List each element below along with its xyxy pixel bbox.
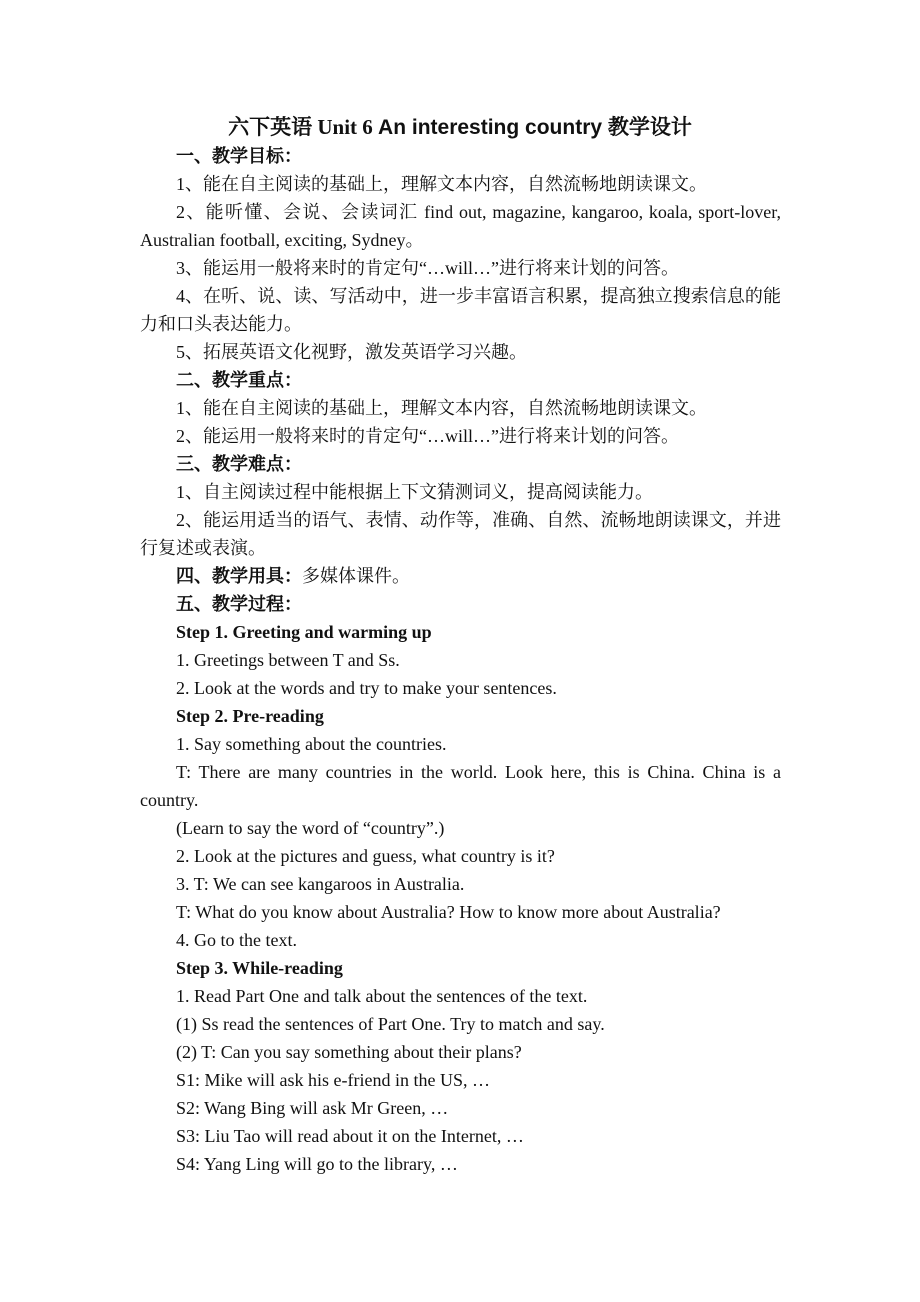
step3-title: Step 3. While-reading xyxy=(176,958,343,978)
goals-heading: 一、教学目标： xyxy=(176,146,302,166)
tools-text: 多媒体课件。 xyxy=(302,566,410,586)
step2-line: 1. Say something about the countries. xyxy=(176,734,447,754)
step2-line: T: There are many countries in the world. Look here, this is China. China is a country. xyxy=(140,762,781,810)
tools-line xyxy=(140,562,781,590)
difficulty-item: 1、自主阅读过程中能根据上下文猜测词义，提高阅读能力。 xyxy=(176,482,653,502)
title-prefix: 六下英语 xyxy=(228,115,318,139)
key-point-item: 2、能运用一般将来时的肯定句“…will…”进行将来计划的问答。 xyxy=(176,426,679,446)
step1-title: Step 1. Greeting and warming up xyxy=(176,622,432,642)
step3-line: S2: Wang Bing will ask Mr Green, … xyxy=(176,1098,449,1118)
step3-line: S3: Liu Tao will read about it on the Internet, … xyxy=(176,1126,524,1146)
goal-item: 2、能听懂、会说、会读词汇 find out, magazine, kangaroo, koala, sport-lover, Australian football, exciting, Sydney。 xyxy=(140,202,781,250)
difficulties-heading: 三、教学难点： xyxy=(176,454,302,474)
step1-line: 1. Greetings between T and Ss. xyxy=(176,650,400,670)
step2-line: 4. Go to the text. xyxy=(176,930,297,950)
step2-line: (Learn to say the word of “country”.) xyxy=(176,818,445,838)
step2-line: 2. Look at the pictures and guess, what country is it? xyxy=(176,846,555,866)
goal-item: 1、能在自主阅读的基础上，理解文本内容，自然流畅地朗读课文。 xyxy=(176,174,707,194)
step1-line: 2. Look at the words and try to make your sentences. xyxy=(176,678,557,698)
key-points-heading: 二、教学重点： xyxy=(176,370,302,390)
goal-item: 5、拓展英语文化视野，激发英语学习兴趣。 xyxy=(176,342,527,362)
step3-line: S1: Mike will ask his e-friend in the US, … xyxy=(176,1070,490,1090)
goal-item: 3、能运用一般将来时的肯定句“…will…”进行将来计划的问答。 xyxy=(176,258,679,278)
difficulty-item: 2、能运用适当的语气、表情、动作等，准确、自然、流畅地朗读课文，并进行复述或表演。 xyxy=(140,510,781,558)
process-heading: 五、教学过程： xyxy=(176,594,302,614)
document-body xyxy=(140,142,781,1178)
step3-line: 1. Read Part One and talk about the sentences of the text. xyxy=(176,986,588,1006)
document-title xyxy=(0,112,920,143)
step3-line: S4: Yang Ling will go to the library, … xyxy=(176,1154,458,1174)
key-point-item: 1、能在自主阅读的基础上，理解文本内容，自然流畅地朗读课文。 xyxy=(176,398,707,418)
step3-line: (2) T: Can you say something about their plans? xyxy=(176,1042,522,1062)
step2-line: T: What do you know about Australia? How to know more about Australia? xyxy=(176,902,721,922)
step3-line: (1) Ss read the sentences of Part One. Try to match and say. xyxy=(176,1014,605,1034)
step2-line: 3. T: We can see kangaroos in Australia. xyxy=(176,874,465,894)
title-name: An interesting country xyxy=(378,116,608,139)
title-unit: Unit 6 xyxy=(317,115,379,139)
goal-item: 4、在听、说、读、写活动中，进一步丰富语言积累，提高独立搜索信息的能力和口头表达能力。 xyxy=(140,286,781,334)
tools-heading: 四、教学用具： xyxy=(176,566,302,586)
title-suffix: 教学设计 xyxy=(607,115,692,139)
step2-title: Step 2. Pre-reading xyxy=(176,706,324,726)
